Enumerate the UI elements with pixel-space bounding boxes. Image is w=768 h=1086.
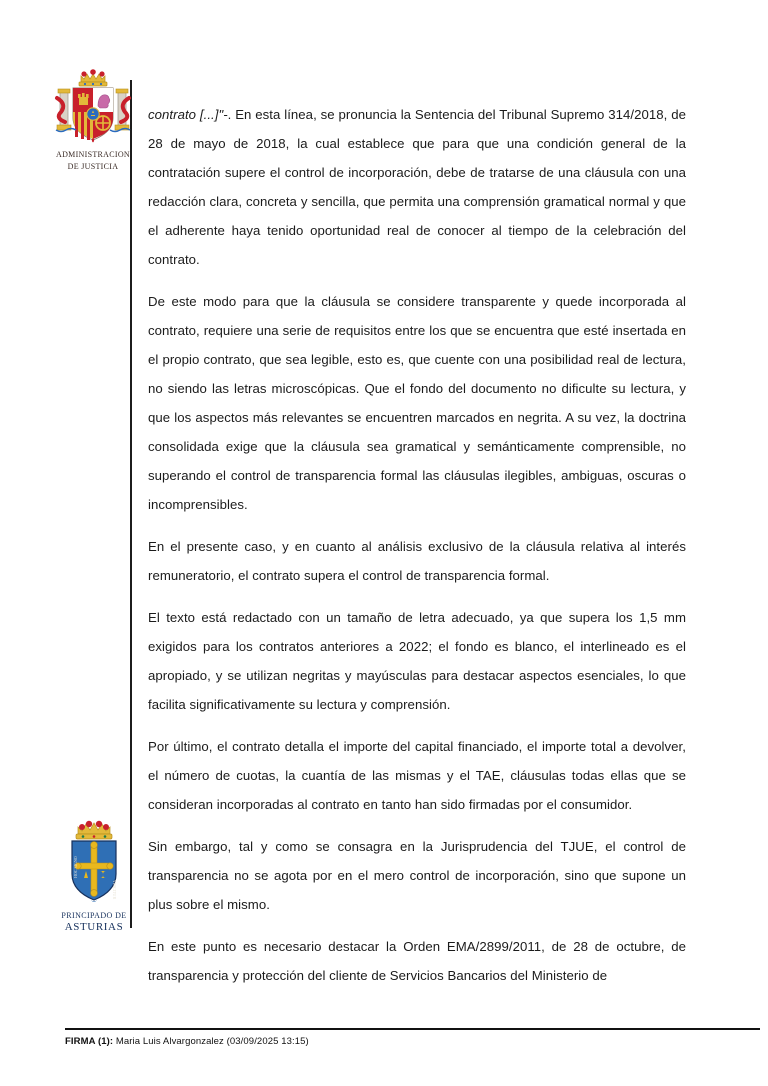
paragraph-1 xyxy=(148,100,686,274)
asturias-coat-of-arms-icon xyxy=(58,818,130,910)
justicia-emblem xyxy=(50,66,136,172)
firma-label: FIRMA (1): xyxy=(65,1036,114,1047)
paragraph-3: En el presente caso, y en cuanto al análisis exclusivo de la cláusula relativa al interés remuneratorio, el contrato supera el control de transparencia formal. xyxy=(148,539,686,583)
margin-divider-line xyxy=(130,80,132,928)
paragraph-1-text: . En esta línea, se pronuncia la Sentencia del Tribunal Supremo 314/2018, de 28 de mayo de 2018, la cual establece que para que una condición general de la contratación supere el control de incorporación, debe de tratarse de una cláusula con una redacción clara, concreta y sencilla, que permita una comprensión gramatical normal y que el adherente haya tenido oportunidad real de conocer al tiempo de la celebración del contrato. xyxy=(148,107,687,267)
paragraph-1-italic-lead: contrato [...]"- xyxy=(148,107,228,122)
signature-footer xyxy=(65,1028,760,1047)
paragraph-7: En este punto es necesario destacar la Orden EMA/2899/2011, de 28 de octubre, de transparencia y protección del cliente de Servicios Bancarios del Ministerio de xyxy=(148,939,686,983)
paragraph-6: Sin embargo, tal y como se consagra en la Jurisprudencia del TJUE, el control de transparencia no se agota por en el mero control de incorporación, sino que supone un plus sobre el mismo. xyxy=(148,839,686,912)
svg-text:VINCITUR: VINCITUR xyxy=(112,880,117,900)
spain-coat-of-arms-icon xyxy=(51,66,135,148)
svg-text:HOC SIGNO: HOC SIGNO xyxy=(73,856,78,878)
document-body xyxy=(148,100,686,990)
footer-divider-rule xyxy=(65,1028,760,1030)
asturias-emblem xyxy=(52,818,136,933)
paragraph-4: El texto está redactado con un tamaño de letra adecuado, ya que supera los 1,5 mm exigidos para los contratos anteriores a 2022; el fondo es blanco, el interlineado es el apropiado, y se utilizan negritas y mayúsculas para destacar aspectos esenciales, lo que facilita significativamente su lectura y comprensión. xyxy=(148,610,686,712)
paragraph-5: Por último, el contrato detalla el importe del capital financiado, el importe total a devolver, el número de cuotas, la cuantía de las mismas y el TAE, cláusulas todas ellas que se consideran incorporadas al contrato en tanto han sido firmadas por el consumidor. xyxy=(148,739,686,812)
paragraph-2: De este modo para que la cláusula se considere transparente y quede incorporada al contrato, requiere una serie de requisitos entre los que se encuentra que esté insertada en el propio contrato, que sea legible, esto es, que cuente con una posibilidad real de lectura, no siendo las letras microscópicas. Que el fondo del documento no dificulte su lectura, y que los aspectos más relevantes se encuentren marcados en negrita. A su vez, la doctrina consolidada exige que la cláusula sea gramatical y semánticamente comprensible, no superando el control de transparencia formal las cláusulas ilegibles, ambiguas, oscuras o incomprensibles. xyxy=(148,294,686,512)
justicia-caption-line2: DE JUSTICIA xyxy=(67,162,119,171)
left-margin-column xyxy=(0,0,132,1086)
signature-line xyxy=(65,1036,760,1047)
signature-timestamp: (03/09/2025 13:15) xyxy=(226,1036,309,1047)
justicia-caption-line1: ADMINISTRACION xyxy=(56,150,130,159)
asturias-caption-line1: PRINCIPADO DE xyxy=(61,911,127,920)
asturias-caption-line2: ASTURIAS xyxy=(64,920,124,933)
signer-name: Maria Luis Alvargonzalez xyxy=(115,1036,224,1047)
